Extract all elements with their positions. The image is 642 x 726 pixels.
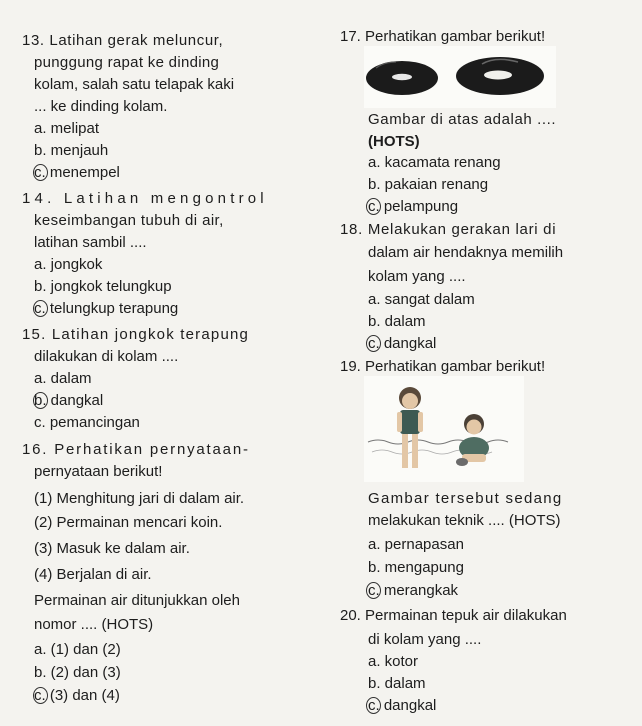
q13-option-b[interactable]: b. menjauh [34,142,109,159]
answer-mark-q13 [33,164,48,181]
q16-stem-2: nomor .... (HOTS) [34,616,154,633]
q18-option-b[interactable]: b. dalam [368,313,426,330]
q16-line-1: 16. Perhatikan pernyataan- [22,441,250,458]
q19-line-2: melakukan teknik .... (HOTS) [368,512,561,529]
q15-option-c[interactable]: c. pemancingan [34,414,140,431]
q17-option-a[interactable]: a. kacamata renang [368,154,501,171]
q13-line-3: kolam, salah satu telapak kaki [34,76,235,93]
q18-option-c[interactable]: c. dangkal [368,335,437,352]
q14-line-3: latihan sambil .... [34,234,147,251]
q20-option-a[interactable]: a. kotor [368,653,419,670]
swim-ring-image [364,46,556,108]
answer-mark-q19 [366,582,381,599]
q16-statement-2: (2) Permainan mencari koin. [34,514,223,531]
q19-option-c[interactable]: c. merangkak [368,582,459,599]
q15-option-b[interactable]: b. dangkal [34,392,104,409]
q19-title: 19. Perhatikan gambar berikut! [340,358,546,375]
q13-option-a[interactable]: a. melipat [34,120,100,137]
q20-option-b[interactable]: b. dalam [368,675,426,692]
answer-mark-q15 [33,392,48,409]
q18-line-1: 18. Melakukan gerakan lari di [340,221,557,238]
q14-line-1: 14. Latihan mengontrol [22,190,268,207]
q17-hots-tag: (HOTS) [368,133,420,150]
q15-option-a[interactable]: a. dalam [34,370,92,387]
q17-option-c[interactable]: c. pelampung [368,198,459,215]
q17-question: Gambar di atas adalah .... [368,111,557,128]
q13-option-c[interactable]: c. menempel [34,164,120,181]
q13-line-4: ... ke dinding kolam. [34,98,168,115]
q16-statement-4: (4) Berjalan di air. [34,566,152,583]
answer-mark-q17 [366,198,381,215]
q16-option-c[interactable]: c. (3) dan (4) [34,687,120,704]
q14-option-c[interactable]: c. telungkup terapung [34,300,179,317]
q19-option-a[interactable]: a. pernapasan [368,536,464,553]
answer-mark-q20 [366,697,381,714]
q15-line-1: 15. Latihan jongkok terapung [22,326,250,343]
q16-option-b[interactable]: b. (2) dan (3) [34,664,121,681]
q14-option-a[interactable]: a. jongkok [34,256,103,273]
q17-option-b[interactable]: b. pakaian renang [368,176,489,193]
q18-line-3: kolam yang .... [368,268,466,285]
q14-line-2: keseimbangan tubuh di air, [34,212,224,229]
q18-option-a[interactable]: a. sangat dalam [368,291,475,308]
q17-title: 17. Perhatikan gambar berikut! [340,28,546,45]
q19-option-b[interactable]: b. mengapung [368,559,464,576]
q16-statement-1: (1) Menghitung jari di dalam air. [34,490,245,507]
q19-line-1: Gambar tersebut sedang [368,490,563,507]
q16-statement-3: (3) Masuk ke dalam air. [34,540,190,557]
q13-line-1: 13. Latihan gerak meluncur, [22,32,224,49]
q18-line-2: dalam air hendaknya memilih [368,244,564,261]
answer-mark-q14 [33,300,48,317]
q15-line-2: dilakukan di kolam .... [34,348,179,365]
q16-line-2: pernyataan berikut! [34,463,163,480]
q14-option-b[interactable]: b. jongkok telungkup [34,278,172,295]
answer-mark-q16 [33,687,48,704]
q20-option-c[interactable]: c. dangkal [368,697,437,714]
q20-line-1: 20. Permainan tepuk air dilakukan [340,607,567,624]
q16-stem-1: Permainan air ditunjukkan oleh [34,592,240,609]
children-in-pool-image [364,376,524,482]
q16-option-a[interactable]: a. (1) dan (2) [34,641,121,658]
answer-mark-q18 [366,335,381,352]
q13-line-2: punggung rapat ke dinding [34,54,220,71]
q20-line-2: di kolam yang .... [368,631,482,648]
